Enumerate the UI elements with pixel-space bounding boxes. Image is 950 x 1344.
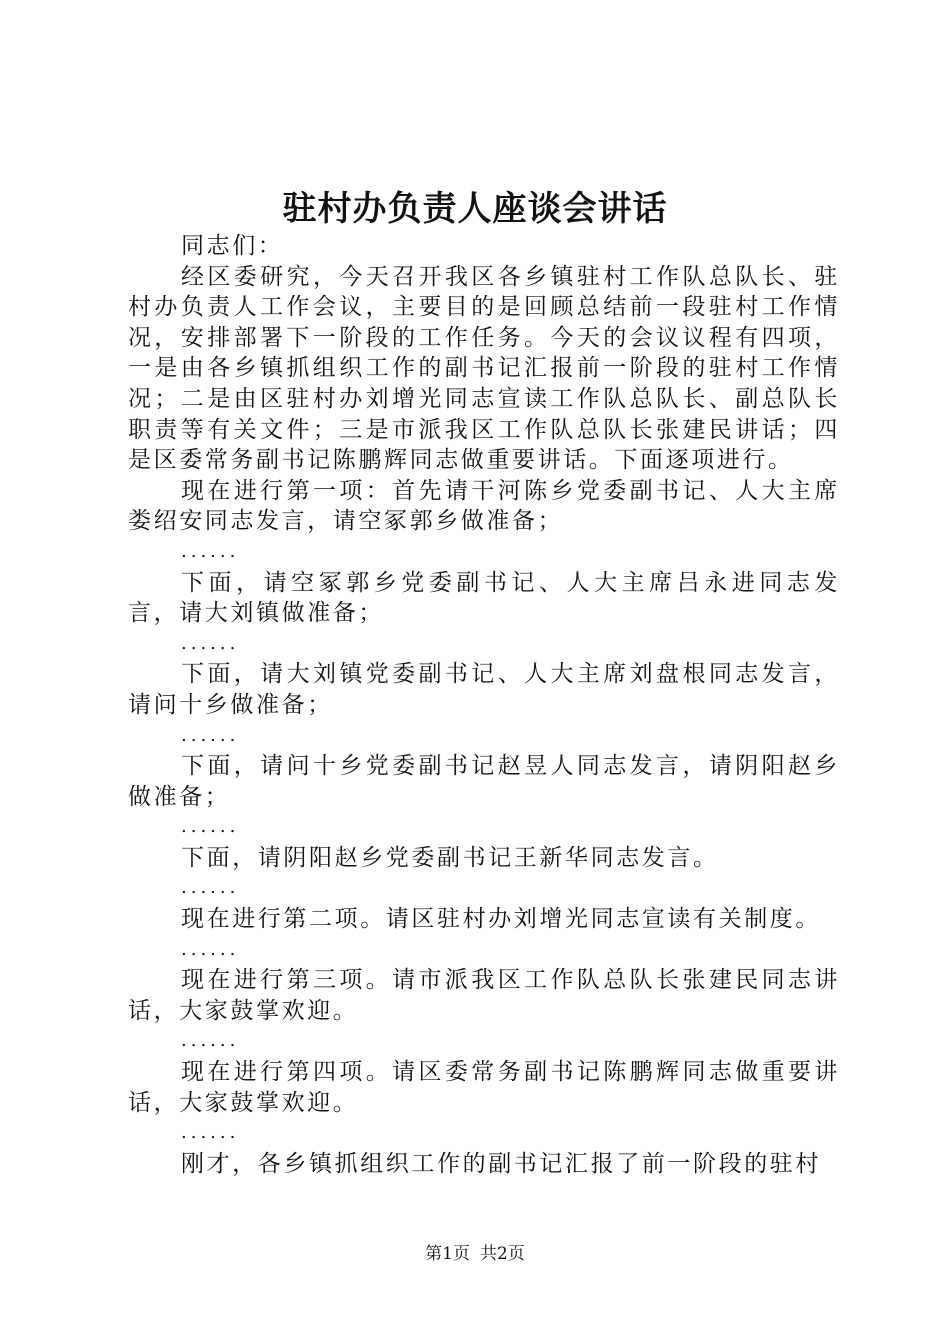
- paragraph: 刚才，各乡镇抓组织工作的副书记汇报了前一阶段的驻村: [181, 1150, 821, 1177]
- page-total: 共2页: [480, 1244, 525, 1264]
- ellipsis-line: ......: [181, 632, 240, 654]
- paragraph: 下面，请大刘镇党委副书记、人大主席刘盘根同志发言，请问十乡做准备；: [128, 661, 840, 718]
- page-number: 第1页: [425, 1244, 470, 1264]
- paragraph: 现在进行第三项。请市派我区工作队总队长张建民同志讲话，大家鼓掌欢迎。: [128, 967, 840, 1024]
- ellipsis-line: ......: [181, 1030, 240, 1052]
- document-title: 驻村办负责人座谈会讲话: [282, 189, 668, 229]
- salutation: 同志们：: [181, 233, 284, 259]
- ellipsis-line: ......: [181, 938, 240, 960]
- ellipsis-line: ......: [181, 816, 240, 838]
- paragraph: 现在进行第四项。请区委常务副书记陈鹏辉同志做重要讲话，大家鼓掌欢迎。: [128, 1059, 840, 1116]
- document-body: [128, 231, 840, 1179]
- ellipsis-line: ......: [181, 540, 240, 562]
- ellipsis-line: ......: [181, 877, 240, 899]
- paragraph: 现在进行第一项：首先请干河陈乡党委副书记、人大主席娄绍安同志发言，请空冢郭乡做准备；: [128, 477, 840, 535]
- ellipsis-line: ......: [181, 1122, 240, 1144]
- paragraph: 下面，请问十乡党委副书记赵昱人同志发言，请阴阳赵乡做准备；: [128, 753, 840, 810]
- paragraph: 现在进行第二项。请区驻村办刘增光同志宣读有关制度。: [181, 906, 821, 933]
- paragraph: 下面，请阴阳赵乡党委副书记王新华同志发言。: [181, 844, 719, 871]
- ellipsis-line: ......: [181, 724, 240, 746]
- page-footer: [0, 1242, 950, 1266]
- paragraph: 下面，请空冢郭乡党委副书记、人大主席吕永进同志发言，请大刘镇做准备；: [128, 569, 840, 627]
- paragraph: 经区委研究，今天召开我区各乡镇驻村工作队总队长、驻村办负责人工作会议，主要目的是回顾总结前一段驻村工作情况，安排部署下一阶段的工作任务。今天的会议议程有四项，一是由各乡镇抓组织工作的副书记汇报前一阶段的驻村工作情况；二是由区驻村办刘增光同志宣读工作队总队长、副总队长职责等有关文件；三是市派我区工作队总队长张建民讲话；四是区委常务副书记陈鹏辉同志做重要讲话。下面逐项进行。: [128, 263, 840, 474]
